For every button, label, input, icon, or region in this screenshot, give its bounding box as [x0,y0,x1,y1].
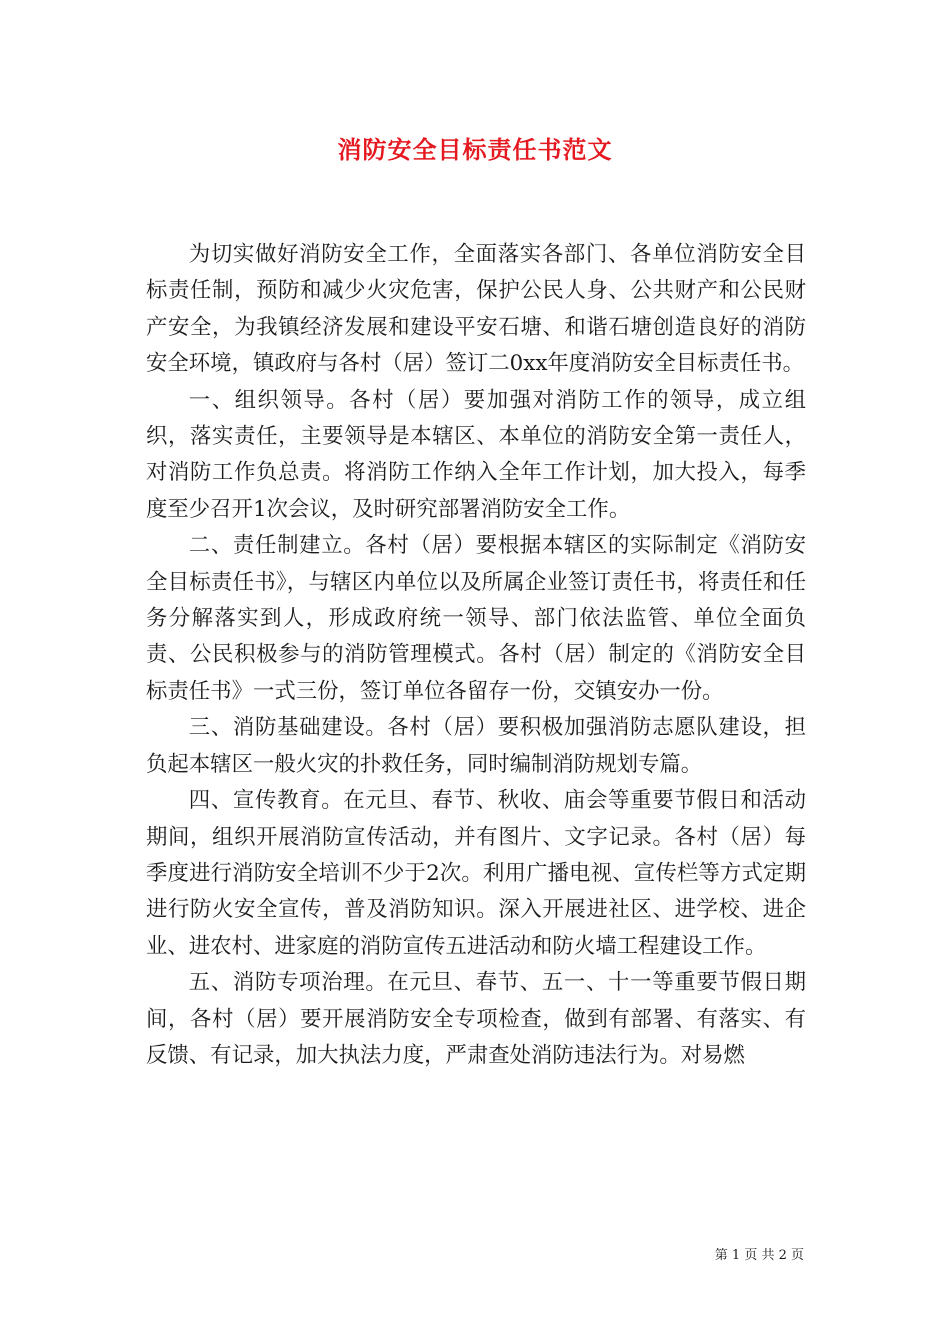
paragraph-organization-leadership: 一、组织领导。各村（居）要加强对消防工作的领导，成立组织，落实责任，主要领导是本辖区、本单位的消防安全第一责任人，对消防工作负总责。将消防工作纳入全年工作计划，加大投入，每季度至少召开1次会议，及时研究部署消防安全工作。 [146,387,806,522]
paragraph-intro: 为切实做好消防安全工作，全面落实各部门、各单位消防安全目标责任制，预防和减少火灾危害，保护公民人身、公共财产和公民财产安全，为我镇经济发展和建设平安石塘、和谐石塘创造良好的消防安全环境，镇政府与各村（居）签订二0xx年度消防安全目标责任书。 [146,242,806,377]
paragraph-fire-infrastructure: 三、消防基础建设。各村（居）要积极加强消防志愿队建设，担负起本辖区一般火灾的扑救任务，同时编制消防规划专篇。 [146,715,806,777]
paragraph-publicity-education: 四、宣传教育。在元旦、春节、秋收、庙会等重要节假日和活动期间，组织开展消防宣传活动，并有图片、文字记录。各村（居）每季度进行消防安全培训不少于2次。利用广播电视、宣传栏等方式定期进行防火安全宣传，普及消防知识。深入开展进社区、进学校、进企业、进农村、进家庭的消防宣传五进活动和防火墙工程建设工作。 [146,788,806,959]
page-number-footer: 第 1 页 共 2 页 [714,1248,804,1263]
document-title: 消防安全目标责任书范文 [337,136,613,164]
paragraph-special-governance: 五、消防专项治理。在元旦、春节、五一、十一等重要节假日期间，各村（居）要开展消防安全专项检查，做到有部署、有落实、有反馈、有记录，加大执法力度，严肃查处消防违法行为。对易燃 [146,970,806,1068]
paragraph-responsibility-system: 二、责任制建立。各村（居）要根据本辖区的实际制定《消防安全目标责任书》，与辖区内单位以及所属企业签订责任书，将责任和任务分解落实到人，形成政府统一领导、部门依法监管、单位全面负责、公民积极参与的消防管理模式。各村（居）制定的《消防安全目标责任书》一式三份，签订单位各留存一份，交镇安办一份。 [146,533,806,704]
document-body [146,237,806,1074]
